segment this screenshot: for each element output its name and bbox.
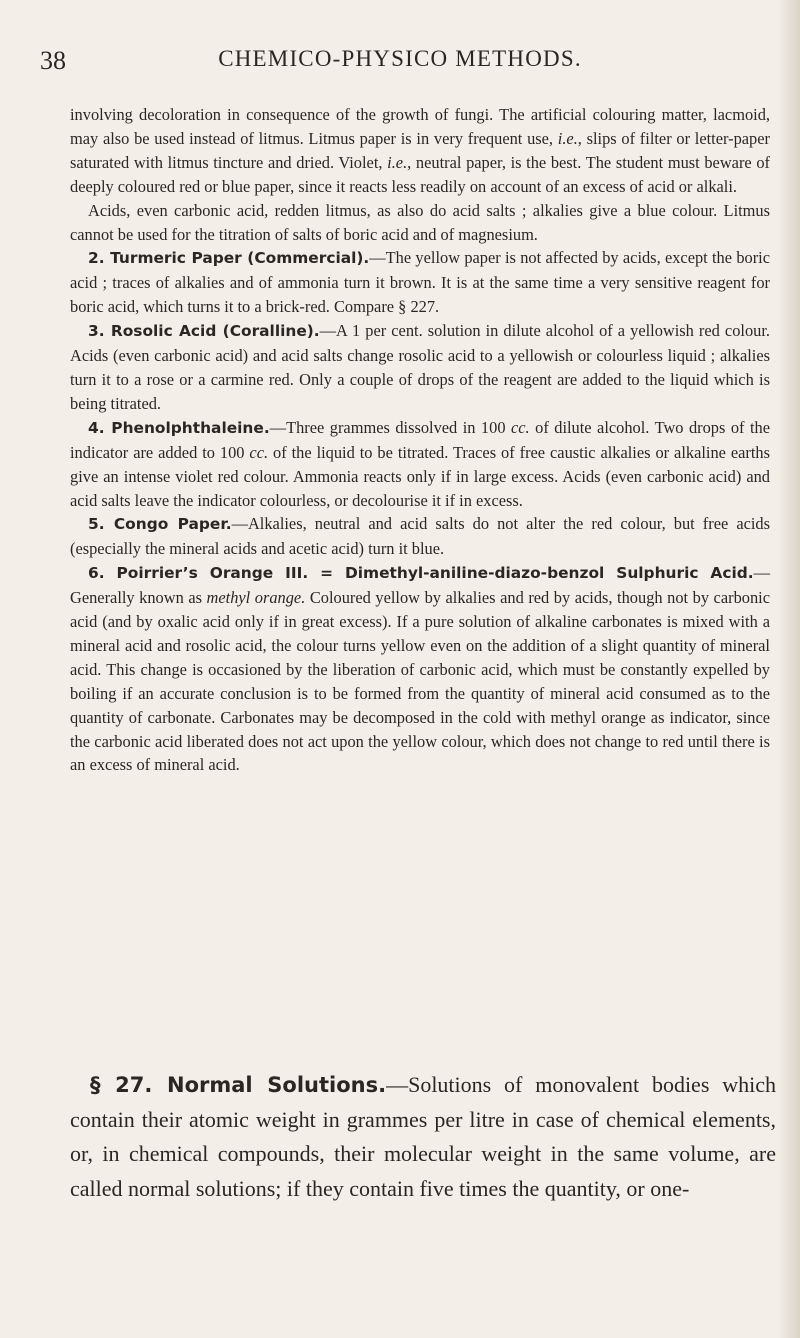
item-heading: 2. Turmeric Paper (Commercial).: [88, 249, 370, 268]
item-turmeric-paper: [70, 246, 770, 319]
item-heading: 4. Phenolphthaleine.: [88, 418, 270, 437]
item-text: of dilute alcohol. Two drops of the indicator are added to 100: [70, 417, 770, 462]
paragraph-text: , neutral paper, is the best. The student must beware of deeply coloured red or blue paper, since it reacts less readily on account of an excess of acid or alkali.: [70, 152, 770, 196]
item-phenolphthaleine: [70, 416, 770, 513]
item-text: —Generally known as: [70, 563, 770, 608]
item-heading: 6. Poirrier’s Orange III. = Dimethyl-aniline-diazo-benzol Sulphuric Acid.: [88, 564, 754, 583]
section-text: —Solutions of monovalent bodies which contain their atomic weight in grammes per litre in case of chemical elements, or, in chemical compounds, their molecular weight in the same volume, are called normal solutions; if they contain five times the quantity, or one-: [70, 1072, 776, 1201]
item-text: of the liquid to be titrated. Traces of free caustic alkalies or alkaline earths give an intense violet red colour. Ammonia reacts only if in large excess. Acids (even carbonic acid) and acid salts leave the indicator colourless, or decolourise it if in excess.: [70, 442, 770, 510]
item-text: —Alkalies, neutral and acid salts do not alter the red colour, but free acids (especially the mineral acids and acetic acid) turn it blue.: [70, 514, 770, 559]
section-heading: § 27. Normal Solutions.: [90, 1073, 387, 1097]
emphasis-methyl-orange: methyl orange.: [206, 588, 306, 608]
item-congo-paper: [70, 512, 770, 561]
abbreviation-ie: i.e.: [557, 128, 578, 148]
page-number: 38: [40, 46, 66, 75]
unit-cc: cc.: [249, 442, 269, 462]
item-heading: 5. Congo Paper.: [88, 515, 232, 534]
section-normal-solutions: [70, 1068, 776, 1206]
item-rosolic-acid: [70, 319, 770, 416]
paragraph-text: , slips of filter or letter-paper saturated with litmus tincture and dried. Violet,: [70, 128, 770, 172]
running-head: CHEMICO-PHYSICO METHODS.: [218, 46, 582, 71]
paragraph-acids: [70, 199, 770, 247]
section-paragraph: [70, 1068, 776, 1206]
item-text: —The yellow paper is not affected by acids, except the boric acid ; traces of alkalies and of ammonia turn it brown. It is at the same time a very sensitive reagent for boric acid, which turns it to a brick-red. Compare § 227.: [70, 248, 770, 317]
item-text: —Three grammes dissolved in 100: [269, 417, 511, 437]
item-text: —A 1 per cent. solution in dilute alcohol of a yellowish red colour. Acids (even carbonic acid) and acid salts change rosolic acid to a yellowish or colourless liquid ; alkalies turn it to a rose or a carmine red. Only a couple of drops of the reagent are added to the liquid which is being titrated.: [70, 321, 770, 413]
item-text: Coloured yellow by alkalies and red by acids, though not by carbonic acid (and by oxalic acid only if in great excess). If a pure solution of alkaline carbonates is mixed with a mineral acid and rosolic acid, the colour turns yellow even on the addition of a slight quantity of mineral acid. This change is occasioned by the liberation of carbonic acid, which must be constantly expelled by boiling if an accurate conclusion is to be formed from the quantity of mineral acid consumed as to the quantity of carbonate. Carbonates may be decomposed in the cold with methyl orange as indicator, since the carbonic acid liberated does not act upon the yellow colour, which does not change to red until there is an excess of mineral acid.: [70, 588, 770, 775]
unit-cc: cc.: [511, 417, 530, 437]
page-header: [0, 44, 800, 84]
body-text: [70, 103, 770, 777]
item-heading: 3. Rosolic Acid (Coralline).: [88, 322, 320, 341]
paragraph-text: involving decoloration in consequence of the growth of fungi. The artificial colouring matter, lacmoid, may also be used instead of litmus. Litmus paper is in very frequent use,: [70, 105, 770, 148]
abbreviation-ie: i.e.: [387, 152, 408, 172]
paragraph-litmus-continuation: [70, 103, 770, 199]
paragraph-text: Acids, even carbonic acid, redden litmus, as also do acid salts ; alkalies give a blue colour. Litmus cannot be used for the titration of salts of boric acid and of magnesium.: [70, 200, 770, 244]
page-edge-shadow: [778, 0, 800, 1338]
item-poirriers-orange: [70, 561, 770, 777]
